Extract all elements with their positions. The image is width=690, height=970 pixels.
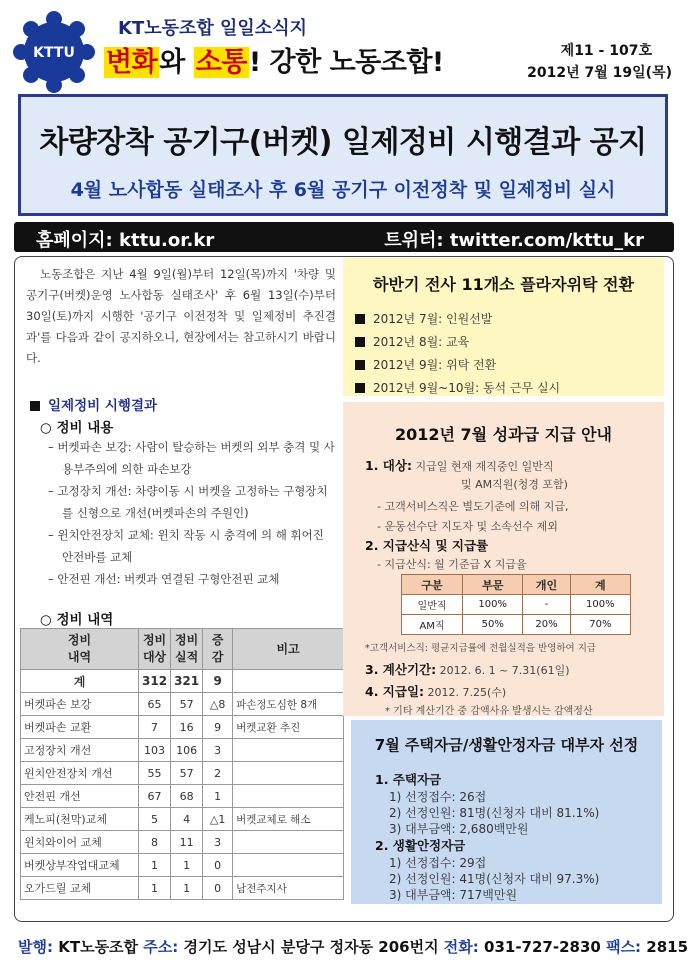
issue-date: 2012년 7월 19일(목) — [527, 65, 672, 81]
box-title: 하반기 전사 11개소 플라자위탁 전환 — [373, 275, 634, 294]
loan-box — [351, 720, 662, 904]
table-header: 정비 실적 — [171, 629, 203, 670]
maintenance-items — [48, 436, 338, 590]
table-header: 계 — [570, 575, 630, 595]
table-header: 개인 — [523, 575, 570, 595]
list-item: 2012년 9월~10월: 동석 근무 실시 — [355, 377, 560, 400]
footer: 발행: KT노동조합 주소: 경기도 성남시 분당구 정자동 206번지 전화: 031-727-2830 팩스: 2815 — [18, 938, 689, 956]
maintenance-table — [20, 628, 344, 900]
table-header: 부문 — [463, 575, 523, 595]
plaza-transfer-box — [343, 258, 664, 396]
bonus-rate-table — [401, 574, 631, 635]
content-heading: ○ 정비 내용 — [40, 420, 114, 436]
period-line: 3. 계산기간: 2012. 6. 1 ~ 7.31(61일) — [365, 662, 570, 677]
table-row: 윈치안전장치 개선 55 57 2 — [21, 762, 344, 785]
list-item: 3) 대부금액: 2,680백만원 — [389, 822, 529, 836]
list-item: 2012년 8월: 교육 — [355, 331, 560, 354]
square-bullet-icon — [355, 383, 365, 393]
table-row: 케노피(천막)교체 5 4 △1 버켓교체로 해소 — [21, 808, 344, 831]
list-item: – 고정장치 개선: 차량이동 시 버켓을 고정하는 구형장치를 신형으로 개선(버켓파손의 주원인) — [48, 484, 328, 520]
square-bullet-icon — [30, 401, 40, 411]
table-row: 고정장치 개선 103 106 3 — [21, 739, 344, 762]
list-item: – 버켓파손 보강: 사람이 탈승하는 버켓의 외부 충격 및 사용부주의에 의한 파손보강 — [48, 440, 335, 476]
list-item: – 윈치안전장치 교체: 윈치 작동 시 충격에 의 해 휘어진 안전바를 교체 — [48, 528, 324, 564]
table-header: 증 감 — [203, 629, 233, 670]
target-line-2: 및 AM직원(청경 포함) — [461, 478, 568, 491]
list-item: 3) 대부금액: 717백만원 — [389, 888, 518, 902]
newsletter-subtitle: KT노동조합 일일소식지 — [118, 18, 307, 39]
table-row: AM직 50% 20% 70% — [402, 615, 631, 635]
table-row: 일반직 100% - 100% — [402, 595, 631, 615]
schedule-list — [355, 308, 560, 400]
slogan-rest: ! 강한 노동조합! — [248, 47, 444, 78]
pay-note: * 기타 계산기간 중 감액사유 발생시는 감액정산 — [385, 706, 593, 717]
section-heading: 일제정비 시행결과 — [30, 394, 157, 414]
method-heading: 2. 지급산식 및 지급률 — [365, 538, 489, 553]
square-bullet-icon — [355, 314, 365, 324]
target-note: - 고객서비스직은 별도기준에 의해 지급, — [377, 500, 569, 513]
kttu-logo — [12, 10, 96, 94]
list-item: 1) 선정접수: 26접 — [389, 790, 487, 804]
table-row-total: 계 312 321 9 — [21, 670, 344, 693]
intro-paragraph: 노동조합은 지난 4월 9일(월)부터 12일(목)까지 '차량 및 공기구(버켓)운영 노사합동 실태조사' 후 6월 13일(수)부터 30일(토)까지 시행한 '공기구 이전정착 및 일제정비 추진결과'를 다음과 같이 공지하오니, 현장에서는 참고하시기 바랍니다. — [26, 267, 336, 365]
box-title: 7월 주택자금/생활안정자금 대부자 선정 — [374, 736, 639, 754]
table-row: 안전핀 개선 67 68 1 — [21, 785, 344, 808]
table-row: 버켓파손 교환 7 16 9 버켓교환 추진 — [21, 716, 344, 739]
method-formula: - 지급산식: 월 기준급 X 지급율 — [377, 558, 527, 571]
pay-date-line: 4. 지급일: 2012. 7.25(수) — [365, 684, 507, 699]
contact-bar — [14, 222, 674, 252]
table-row: 윈치와이어 교체 8 11 3 — [21, 831, 344, 854]
list-item: 2) 선정인원: 41명(신청자 대비 97.3%) — [389, 872, 600, 886]
method-note: *고객서비스직: 평균지급률에 전월실적을 반영하여 지급 — [365, 643, 597, 654]
slogan — [104, 40, 444, 79]
twitter-link[interactable]: 트위터: twitter.com/kttu_kr — [384, 230, 644, 251]
living-heading: 2. 생활안정자금 — [375, 838, 466, 853]
homepage-link[interactable]: 홈페이지: kttu.or.kr — [36, 230, 215, 251]
list-item: 2) 선정인원: 81명(신청자 대비 81.1%) — [389, 806, 600, 820]
target-line: 1. 대상: 지급일 현재 재직중인 일반직 — [365, 458, 554, 473]
box-title: 2012년 7월 성과급 지급 안내 — [394, 425, 613, 444]
target-note: - 운동선수단 지도자 및 소속선수 제외 — [377, 520, 558, 533]
table-header: 비고 — [233, 629, 344, 670]
table-row: 오가드릴 교체 1 1 0 남전주지사 — [21, 877, 344, 900]
square-bullet-icon — [355, 337, 365, 347]
slogan-highlight-2: 소통 — [195, 47, 247, 78]
page-title: 차량장착 공기구(버켓) 일제정비 시행결과 공지 — [39, 125, 647, 160]
list-item: 2012년 7월: 인원선발 — [355, 308, 560, 331]
table-header: 구분 — [402, 575, 463, 595]
bonus-box — [343, 402, 664, 716]
title-block — [18, 94, 668, 216]
housing-heading: 1. 주택자금 — [375, 772, 442, 787]
table-header: 정비 대상 — [139, 629, 171, 670]
table-row: 버켓파손 보강 65 57 △8 파손정도심한 8개 — [21, 693, 344, 716]
issue-number: 제11 - 107호 — [560, 43, 652, 59]
page-subtitle: 4월 노사합동 실태조사 후 6월 공기구 이전정착 및 일제정비 실시 — [70, 179, 616, 201]
square-bullet-icon — [355, 360, 365, 370]
table-header: 정비 내역 — [21, 629, 139, 670]
list-item: 2012년 9월: 위탁 전환 — [355, 354, 560, 377]
table-row: 버켓상부작업대교체 1 1 0 — [21, 854, 344, 877]
slogan-highlight-1: 변화 — [106, 47, 158, 78]
detail-heading: ○ 정비 내역 — [40, 612, 114, 628]
list-item: – 안전핀 개선: 버켓과 연결된 구형안전핀 교체 — [48, 572, 280, 586]
slogan-mid: 와 — [159, 47, 194, 78]
logo-text: KTTU — [33, 45, 75, 61]
list-item: 1) 선정접수: 29접 — [389, 856, 487, 870]
